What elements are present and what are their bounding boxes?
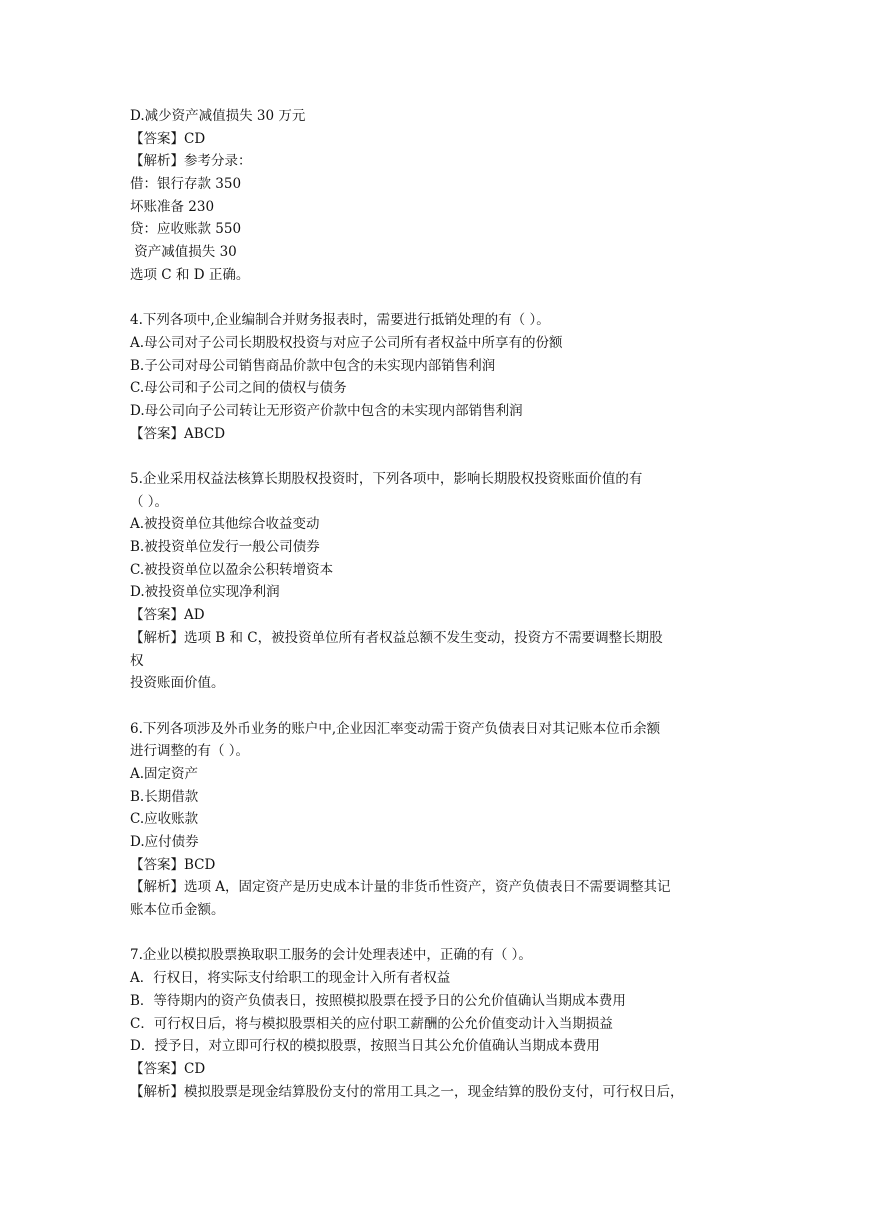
text-line: 投资账面价值。 xyxy=(130,675,225,692)
text-line: 6.下列各项涉及外币业务的账户中,企业因汇率变动需于资产负债表日对其记账本位币余额 xyxy=(130,720,661,737)
text-line: 【答案】BCD xyxy=(130,856,216,873)
text-line: C.被投资单位以盈余公积转增资本 xyxy=(130,561,334,578)
paragraph-spacer xyxy=(130,695,750,718)
question-block xyxy=(130,718,750,922)
text-line: C.应收账款 xyxy=(130,811,199,828)
text-line: 4.下列各项中,企业编制合并财务报表时，需要进行抵销处理的有（ ）。 xyxy=(130,312,550,329)
text-line: C.母公司和子公司之间的债权与债务 xyxy=(130,380,347,397)
text-line: 贷：应收账款 550 xyxy=(130,221,242,238)
text-line: 5.企业采用权益法核算长期股权投资时，下列各项中，影响长期股权投资账面价值的有 xyxy=(130,471,643,487)
paragraph-spacer xyxy=(130,287,750,310)
text-line: D.母公司向子公司转让无形资产价款中包含的未实现内部销售利润 xyxy=(130,402,523,419)
text-line: 资产减值损失 30 xyxy=(130,244,237,261)
text-line: 【答案】CD xyxy=(130,1060,206,1077)
text-line: 选项 C 和 D 正确。 xyxy=(130,266,250,283)
text-line: 账本位币金额。 xyxy=(130,902,225,919)
question-block xyxy=(130,944,750,1103)
text-line: A.被投资单位其他综合收益变动 xyxy=(130,516,320,533)
text-line: B．等待期内的资产负债表日，按照模拟股票在授予日的公允价值确认当期成本费用 xyxy=(130,992,626,1009)
question-block xyxy=(130,468,750,695)
text-line: 【答案】ABCD xyxy=(130,425,226,442)
text-line: A．行权日，将实际支付给职工的现金计入所有者权益 xyxy=(130,970,451,987)
text-line: A.母公司对子公司长期股权投资与对应子公司所有者权益中所享有的份额 xyxy=(130,334,563,351)
text-line: D.减少资产减值损失 30 万元 xyxy=(130,108,306,124)
paragraph-spacer xyxy=(130,922,750,945)
text-line: 坏账准备 230 xyxy=(130,198,215,215)
text-line: 进行调整的有（ ）。 xyxy=(130,743,250,760)
text-line: 【答案】AD xyxy=(130,607,205,624)
text-line: 【解析】选项 B 和 C，被投资单位所有者权益总额不发生变动，投资方不需要调整长期股 xyxy=(130,629,663,646)
text-line: 【解析】选项 A，固定资产是历史成本计量的非货币性资产，资产负债表日不需要调整其记 xyxy=(130,879,671,896)
paragraph-spacer xyxy=(130,445,750,468)
text-line: （ ）。 xyxy=(130,493,169,510)
text-line: D.应付债券 xyxy=(130,834,199,850)
question-block xyxy=(130,105,750,287)
text-line: 权 xyxy=(130,652,144,669)
text-line: D.被投资单位实现净利润 xyxy=(130,584,280,601)
text-line: A.固定资产 xyxy=(130,765,199,782)
document-body xyxy=(130,105,750,1103)
text-line: 借：银行存款 350 xyxy=(130,176,242,193)
text-line: C．可行权日后，将与模拟股票相关的应付职工薪酬的公允价值变动计入当期损益 xyxy=(130,1015,613,1032)
question-block xyxy=(130,309,750,445)
text-line: B.长期借款 xyxy=(130,788,199,805)
text-line: 【答案】CD xyxy=(130,130,206,147)
text-line: B.子公司对母公司销售商品价款中包含的未实现内部销售利润 xyxy=(130,357,496,374)
text-line: 【解析】参考分录： xyxy=(130,153,252,170)
text-line: B.被投资单位发行一般公司债券 xyxy=(130,539,320,556)
text-line: 【解析】模拟股票是现金结算股份支付的常用工具之一，现金结算的股份支付，可行权日后， xyxy=(130,1083,684,1100)
text-line: D．授予日，对立即可行权的模拟股票，按照当日其公允价值确认当期成本费用 xyxy=(130,1038,600,1055)
text-line: 7.企业以模拟股票换取职工服务的会计处理表述中，正确的有（ ）。 xyxy=(130,947,532,964)
